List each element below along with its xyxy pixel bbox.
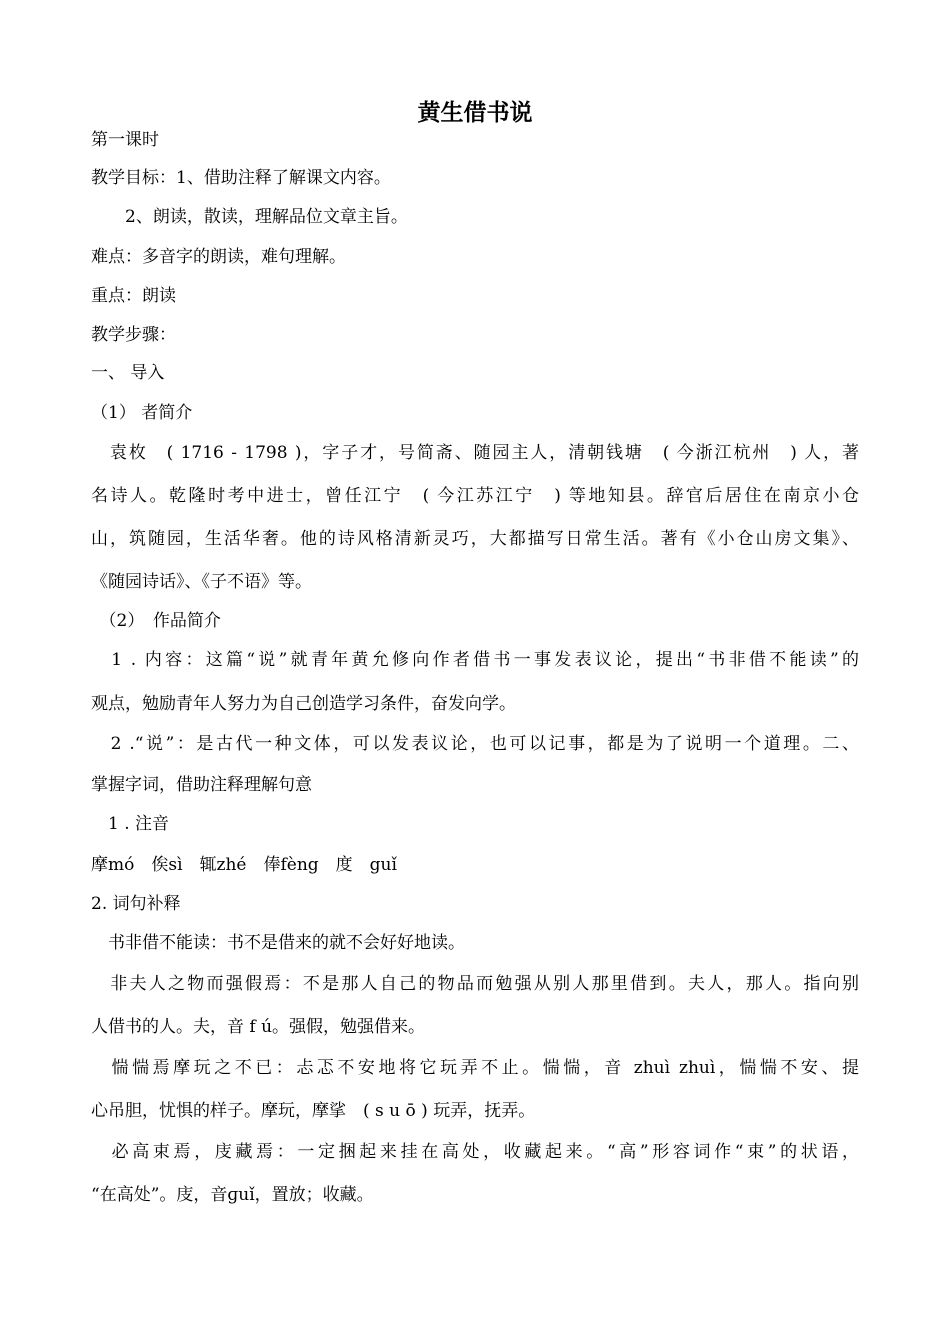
- subsection-heading: 2. 词句补释: [91, 894, 181, 914]
- text-line: 教学目标：1、借助注释了解课文内容。: [91, 168, 391, 188]
- paragraph-line: 1 . 内容：这篇“说”就青年黄允修向作者借书一事发表议论，提出“书非借不能读”的: [91, 650, 859, 670]
- subsection-heading: （2） 作品简介: [91, 611, 221, 631]
- document-title: 黄生借书说: [417, 100, 533, 126]
- paragraph-line: 人借书的人。夫，音 f ú。强假，勉强借来。: [91, 1017, 426, 1037]
- paragraph-line: 《随园诗话》、《子不语》等。: [91, 572, 312, 592]
- paragraph-line: 必高束焉，庋藏焉：一定捆起来挂在高处，收藏起来。“高”形容词作“束”的状语，: [91, 1142, 859, 1162]
- text-line: 教学步骤：: [91, 325, 176, 345]
- paragraph-line: 掌握字词，借助注释理解句意: [91, 775, 312, 795]
- paragraph-line: 书非借不能读：书不是借来的就不会好好地读。: [91, 933, 465, 953]
- text-line: 重点：朗读: [91, 286, 176, 306]
- paragraph-line: 名诗人。乾隆时考中进士，曾任江宁 ( 今江苏江宁 ) 等地知县。辞官后居住在南京小仓: [91, 486, 859, 506]
- text-line: 难点：多音字的朗读，难句理解。: [91, 247, 346, 267]
- paragraph-line: “在高处”。庋，音ɡuǐ，置放；收藏。: [91, 1185, 374, 1205]
- paragraph-line: 心吊胆，忧惧的样子。摩玩，摩挲 ( s u ō ) 玩弄，抚弄。: [91, 1101, 536, 1121]
- pinyin-line: 摩mó 俟sì 辄zhé 俸fèng 度 guǐ: [91, 855, 397, 875]
- paragraph-line: 山，筑随园，生活华奢。他的诗风格清新灵巧，大都描写日常生活。著有《小仓山房文集》、: [91, 529, 859, 549]
- section-heading: 一、 导入: [91, 363, 165, 383]
- text-line: 2、朗读，散读，理解品位文章主旨。: [91, 207, 408, 227]
- paragraph-line: 观点，勉励青年人努力为自己创造学习条件，奋发向学。: [91, 694, 516, 714]
- paragraph-line: 惴惴焉摩玩之不已：忐忑不安地将它玩弄不止。惴惴，音 zhuì zhuì，惴惴不安、提: [91, 1058, 859, 1078]
- paragraph-line: 袁枚 ( 1716 - 1798 )，字子才，号简斋、随园主人，清朝钱塘 ( 今浙江杭州 ) 人，著: [91, 443, 859, 463]
- paragraph-line: 非夫人之物而强假焉：不是那人自己的物品而勉强从别人那里借到。夫人，那人。指向别: [91, 974, 859, 994]
- paragraph-line: 2 .“说”：是古代一种文体，可以发表议论，也可以记事，都是为了说明一个道理。二、: [91, 734, 859, 754]
- subsection-heading: （1） 者简介: [91, 403, 193, 423]
- text-line: 第一课时: [91, 130, 159, 150]
- subsection-heading: 1 . 注音: [91, 814, 170, 834]
